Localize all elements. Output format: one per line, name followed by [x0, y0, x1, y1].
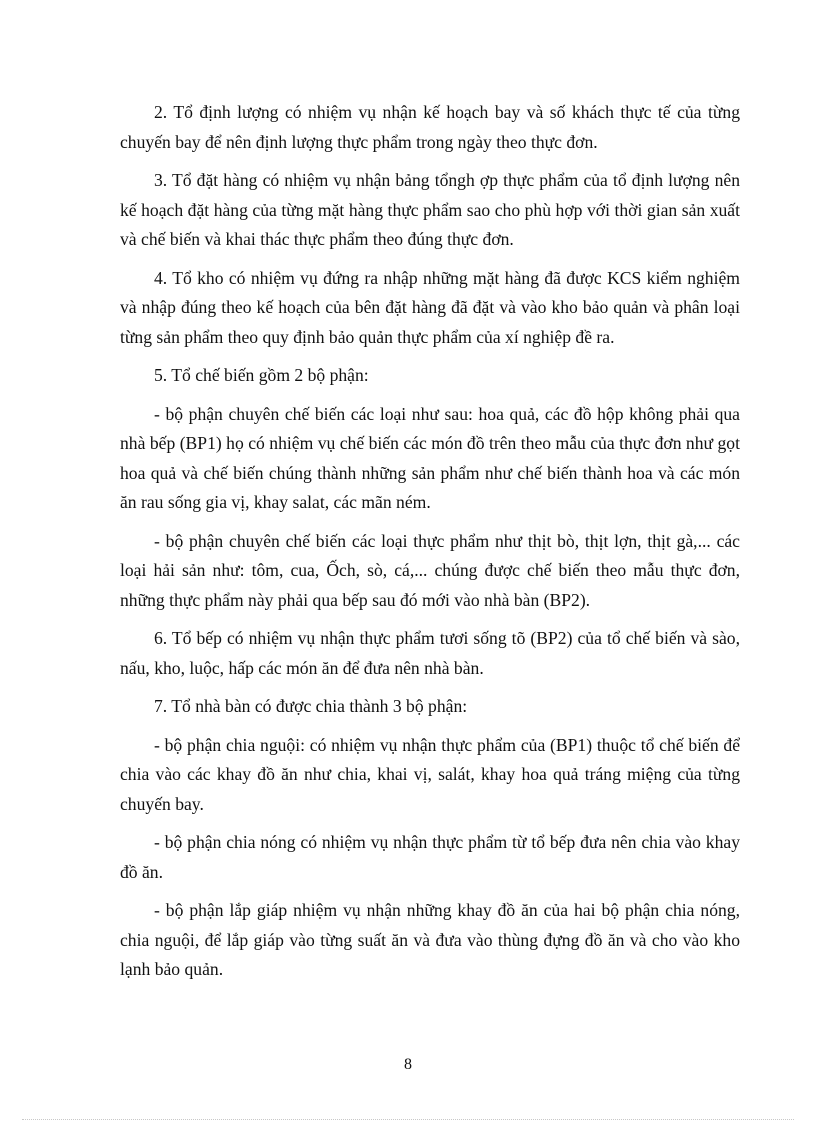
page-number: 8: [404, 1056, 412, 1073]
paragraph-dinh-luong: 2. Tổ định lượng có nhiệm vụ nhận kế hoạch bay và số khách thực tế của từng chuyến bay để nên định lượng thực phẩm trong ngày theo thực đơn.: [120, 102, 740, 152]
paragraph-che-bien-heading: 5. Tổ chế biến gồm 2 bộ phận:: [154, 365, 369, 385]
paragraph-dat-hang: 3. Tổ đặt hàng có nhiệm vụ nhận bảng tổngh ợp thực phẩm của tổ định lượng nên kế hoạch đặt hàng của từng mặt hàng thực phẩm sao cho phù hợp với thời gian sản xuất và chế biến và khai thác thực phẩm theo đúng thực đơn.: [120, 170, 740, 249]
document-body: [120, 98, 740, 994]
paragraph-nha-ban-heading: 7. Tổ nhà bàn có được chia thành 3 bộ phận:: [154, 696, 468, 716]
paragraph-che-bien-bp2: - bộ phận chuyên chế biến các loại thực phẩm như thịt bò, thịt lợn, thịt gà,... các loại hải sản như: tôm, cua, Ốch, sò, cá,... chúng được chế biến theo mẫu thực đơn, những thực phẩm này phải qua bếp sau đó mới vào nhà bàn (BP2).: [120, 530, 740, 610]
paragraph-che-bien-bp1: - bộ phận chuyên chế biến các loại như sau: hoa quả, các đồ hộp không phải qua nhà bếp (BP1) họ có nhiệm vụ chế biến các món đồ trên theo mẫu của thực đơn như gọt hoa quả và chế biến chúng thành những sản phẩm như chế biến thành hoa và các món ăn rau sống gia vị, khay salat, các mãn ném.: [120, 403, 740, 512]
paragraph-chia-nguoi: - bộ phận chia nguội: có nhiệm vụ nhận thực phẩm của (BP1) thuộc tổ chế biến để chia vào các khay đồ ăn như chia, khai vị, salát, khay hoa quả tráng miệng của từng chuyến bay.: [120, 734, 740, 814]
paragraph-kho: 4. Tổ kho có nhiệm vụ đứng ra nhập những mặt hàng đã được KCS kiểm nghiệm và nhập đúng theo kế hoạch của bên đặt hàng đã đặt và vào kho bảo quản và phân loại từng sản phẩm theo quy định bảo quản thực phẩm của xí nghiệp đề ra.: [120, 267, 740, 347]
paragraph-bep: 6. Tổ bếp có nhiệm vụ nhận thực phẩm tươi sống tõ (BP2) của tổ chế biến và sào, nấu, kho, luộc, hấp các món ăn để đưa nên nhà bàn.: [120, 628, 740, 678]
paragraph-chia-nong: - bộ phận chia nóng có nhiệm vụ nhận thực phẩm từ tổ bếp đưa nên chia vào khay đồ ăn.: [120, 832, 740, 882]
paragraph-lap-giap: - bộ phận lắp giáp nhiệm vụ nhận những khay đồ ăn của hai bộ phận chia nóng, chia nguội, để lắp giáp vào từng suất ăn và đưa vào thùng đựng đồ ăn và cho vào kho lạnh bảo quản.: [120, 900, 740, 979]
page-bottom-divider: [22, 1119, 794, 1120]
